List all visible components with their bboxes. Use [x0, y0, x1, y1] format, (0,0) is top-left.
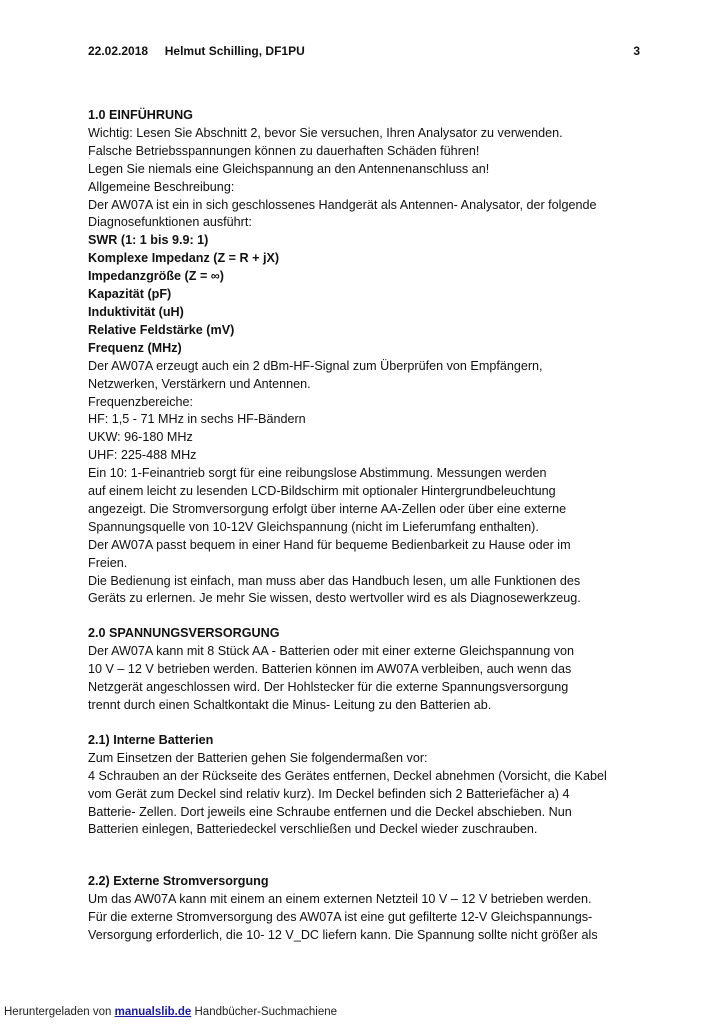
text-line: Netzwerken, Verstärkern und Antennen. — [88, 376, 311, 391]
function-item: Komplexe Impedanz (Z = R + jX) — [88, 251, 280, 266]
section-2 — [88, 625, 648, 715]
text-line: Netzgerät angeschlossen wird. Der Hohlstecker für die externe Spannungsversorgung — [88, 680, 569, 695]
text-line: Der AW07A kann mit 8 Stück AA - Batterien oder mit einer externe Gleichspannung von — [88, 644, 575, 659]
text-line: Um das AW07A kann mit einem an einem externen Netzteil 10 V – 12 V betrieben werden. — [88, 892, 592, 907]
section-heading: 2.2) Externe Stromversorgung — [88, 874, 269, 889]
text-line: Die Bedienung ist einfach, man muss aber das Handbuch lesen, um alle Funktionen des — [88, 573, 581, 588]
text-line: Legen Sie niemals eine Gleichspannung an den Antennenanschluss an! — [88, 161, 490, 176]
text-line: Batterien einlegen, Batteriedeckel verschließen und Deckel wieder zuschrauben. — [88, 822, 538, 837]
header-author: Helmut Schilling, DF1PU — [164, 44, 305, 58]
text-line: auf einem leicht zu lesenden LCD-Bildschirm mit optionaler Hintergrundbeleuchtung — [88, 484, 556, 499]
footer-prefix: Heruntergeladen von — [4, 1006, 115, 1018]
text-line: Frequenzbereiche: — [88, 394, 194, 409]
text-line: 4 Schrauben an der Rückseite des Gerätes entfernen, Deckel abnehmen (Vorsicht, die Kabel — [88, 768, 607, 783]
text-line: Für die externe Stromversorgung des AW07A ist eine gut gefilterte 12-V Gleichspannungs- — [88, 910, 593, 925]
text-line: UHF: 225-488 MHz — [88, 448, 197, 463]
function-item: Impedanzgröße (Z = ∞) — [88, 269, 224, 284]
footer-suffix: Handbücher-Suchmachiene — [191, 1006, 338, 1018]
text-line: Der AW07A passt bequem in einer Hand für bequeme Bedienbarkeit zu Hause oder im — [88, 537, 571, 552]
text-line: HF: 1,5 - 71 MHz in sechs HF-Bändern — [88, 412, 306, 427]
section-3 — [88, 732, 648, 839]
page-number: 3 — [633, 44, 640, 58]
text-line: Diagnosefunktionen ausführt: — [88, 215, 252, 230]
text-line: Allgemeine Beschreibung: — [88, 179, 235, 194]
header-date: 22.02.2018 — [88, 44, 149, 58]
section-heading: 2.0 SPANNUNGSVERSORGUNG — [88, 626, 280, 641]
text-line: UKW: 96-180 MHz — [88, 430, 193, 445]
text-line: trennt durch einen Schaltkontakt die Minus- Leitung zu den Batterien ab. — [88, 698, 492, 712]
page-header — [88, 44, 640, 58]
section-gap — [88, 608, 648, 625]
function-item: Kapazität (pF) — [88, 287, 172, 302]
text-line: Der AW07A erzeugt auch ein 2 dBm-HF-Signal zum Überprüfen von Empfängern, — [88, 358, 543, 373]
text-line: Geräts zu erlernen. Je mehr Sie wissen, desto wertvoller wird es als Diagnosewerkzeug. — [88, 591, 581, 606]
download-footer — [4, 1006, 337, 1018]
section-1 — [88, 107, 648, 608]
function-item: SWR (1: 1 bis 9.9: 1) — [88, 233, 209, 248]
text-line: Ein 10: 1-Feinantrieb sorgt für eine reibungslose Abstimmung. Messungen werden — [88, 466, 547, 481]
text-line: 10 V – 12 V betrieben werden. Batterien können im AW07A verbleiben, auch wenn das — [88, 662, 572, 677]
text-line: Wichtig: Lesen Sie Abschnitt 2, bevor Sie versuchen, Ihren Analysator zu verwenden. — [88, 125, 563, 140]
text-line: vom Gerät zum Deckel sind relativ kurz). Im Deckel befinden sich 2 Batteriefächer a) 4 — [88, 786, 570, 801]
text-line: Zum Einsetzen der Batterien gehen Sie folgendermaßen vor: — [88, 750, 428, 765]
text-line: Spannungsquelle von 10-12V Gleichspannung (nicht im Lieferumfang enthalten). — [88, 519, 539, 534]
manualslib-link[interactable]: manualslib.de — [114, 1006, 192, 1018]
text-line: Freien. — [88, 555, 128, 570]
section-heading: 1.0 EINFÜHRUNG — [88, 108, 193, 122]
document-body — [88, 107, 648, 945]
text-line: Versorgung erforderlich, die 10- 12 V_DC liefern kann. Die Spannung sollte nicht größer als — [88, 928, 598, 943]
section-gap — [88, 839, 648, 873]
text-line: angezeigt. Die Stromversorgung erfolgt über interne AA-Zellen oder über eine externe — [88, 501, 567, 516]
text-line: Batterie- Zellen. Dort jeweils eine Schraube entfernen und die Deckel abschieben. Nun — [88, 804, 572, 819]
section-gap — [88, 715, 648, 732]
function-item: Frequenz (MHz) — [88, 340, 182, 355]
section-heading: 2.1) Interne Batterien — [88, 732, 214, 747]
function-item: Relative Feldstärke (mV) — [88, 322, 235, 337]
text-line: Der AW07A ist ein in sich geschlossenes Handgerät als Antennen- Analysator, der folgende — [88, 197, 597, 212]
function-item: Induktivität (uH) — [88, 304, 184, 319]
text-line: Falsche Betriebsspannungen können zu dauerhaften Schäden führen! — [88, 143, 480, 158]
section-4 — [88, 873, 648, 945]
